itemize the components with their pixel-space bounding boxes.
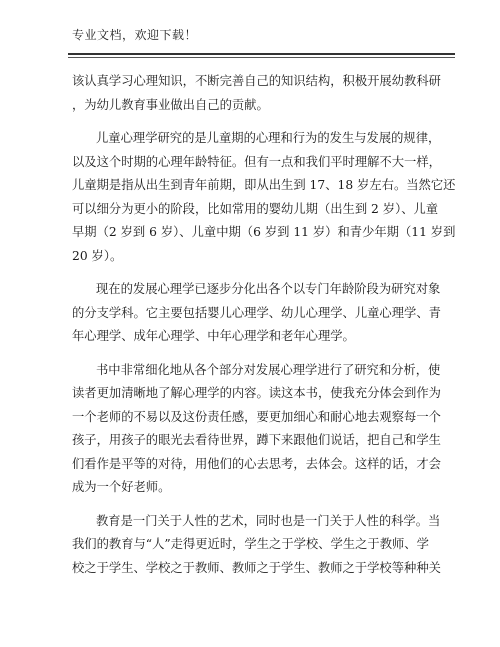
paragraph-line: 教育是一门关于人性的艺术，同时也是一门关于人性的科学。当 [96,513,441,528]
paragraph-1 [72,70,441,117]
paragraph-line: 早期（2 岁到 6 岁）、儿童中期（6 岁到 11 岁）和青少年期（11 岁到 [72,225,456,239]
paragraph-line: 书中非常细化地从各个部分对发展心理学进行了研究和分析，使 [96,362,441,377]
paragraph-line: 20 岁）。 [72,248,123,263]
paragraph-line: 一个老师的不易以及这份责任感，要更加细心和耐心地去观察每一个 [72,409,441,424]
paragraph-4 [72,359,441,500]
paragraph-5 [72,510,441,581]
paragraph-line: ，为幼儿教育事业做出自己的贡献。 [72,97,269,112]
paragraph-line: 们看作是平等的对待，用他们的心去思考，去体会。这样的话，才会 [72,456,441,471]
header-rule-thin [68,57,455,58]
paragraph-line: 我们的教育与“人”走得更近时，学生之于学校、学生之于教师、学 [72,537,429,551]
paragraph-line: 该认真学习心理知识，不断完善自己的知识结构，积极开展幼教科研 [72,74,441,88]
paragraph-line: 的分支学科。它主要包括婴儿心理学、幼儿心理学、儿童心理学、青 [72,305,441,320]
document-body [72,70,456,580]
paragraph-3 [72,278,441,349]
paragraph-line: 可以细分为更小的阶段，比如常用的婴幼儿期（出生到 2 岁）、儿童 [72,201,439,216]
paragraph-line: 成为一个好老师。 [72,480,171,494]
paragraph-line: 读者更加清晰地了解心理学的内容。读这本书，使我充分体会到作为 [72,386,441,400]
paragraph-line: 儿童心理学研究的是儿童期的心理和行为的发生与发展的规律， [96,131,441,145]
paragraph-line: 现在的发展心理学已逐步分化出各个以专门年龄阶段为研究对象 [96,282,441,296]
page-header-text: 专业文档，欢迎下载！ [72,28,198,42]
header-rule-thick [68,53,455,55]
paragraph-line: 以及这个时期的心理年龄特征。但有一点和我们平时理解不大一样， [72,154,441,169]
paragraph-line: 年心理学、成年心理学、中年心理学和老年心理学。 [72,329,355,343]
paragraph-line: 孩子，用孩子的眼光去看待世界，蹲下来跟他们说话，把自己和学生 [72,433,441,447]
paragraph-line: 校之于学生、学校之于教师、教师之于学生、教师之于学校等种种关 [72,560,441,575]
paragraph-line: 儿童期是指从出生到青年前期，即从出生到 17、18 岁左右。当然它还 [72,178,456,192]
paragraph-2 [72,127,456,268]
